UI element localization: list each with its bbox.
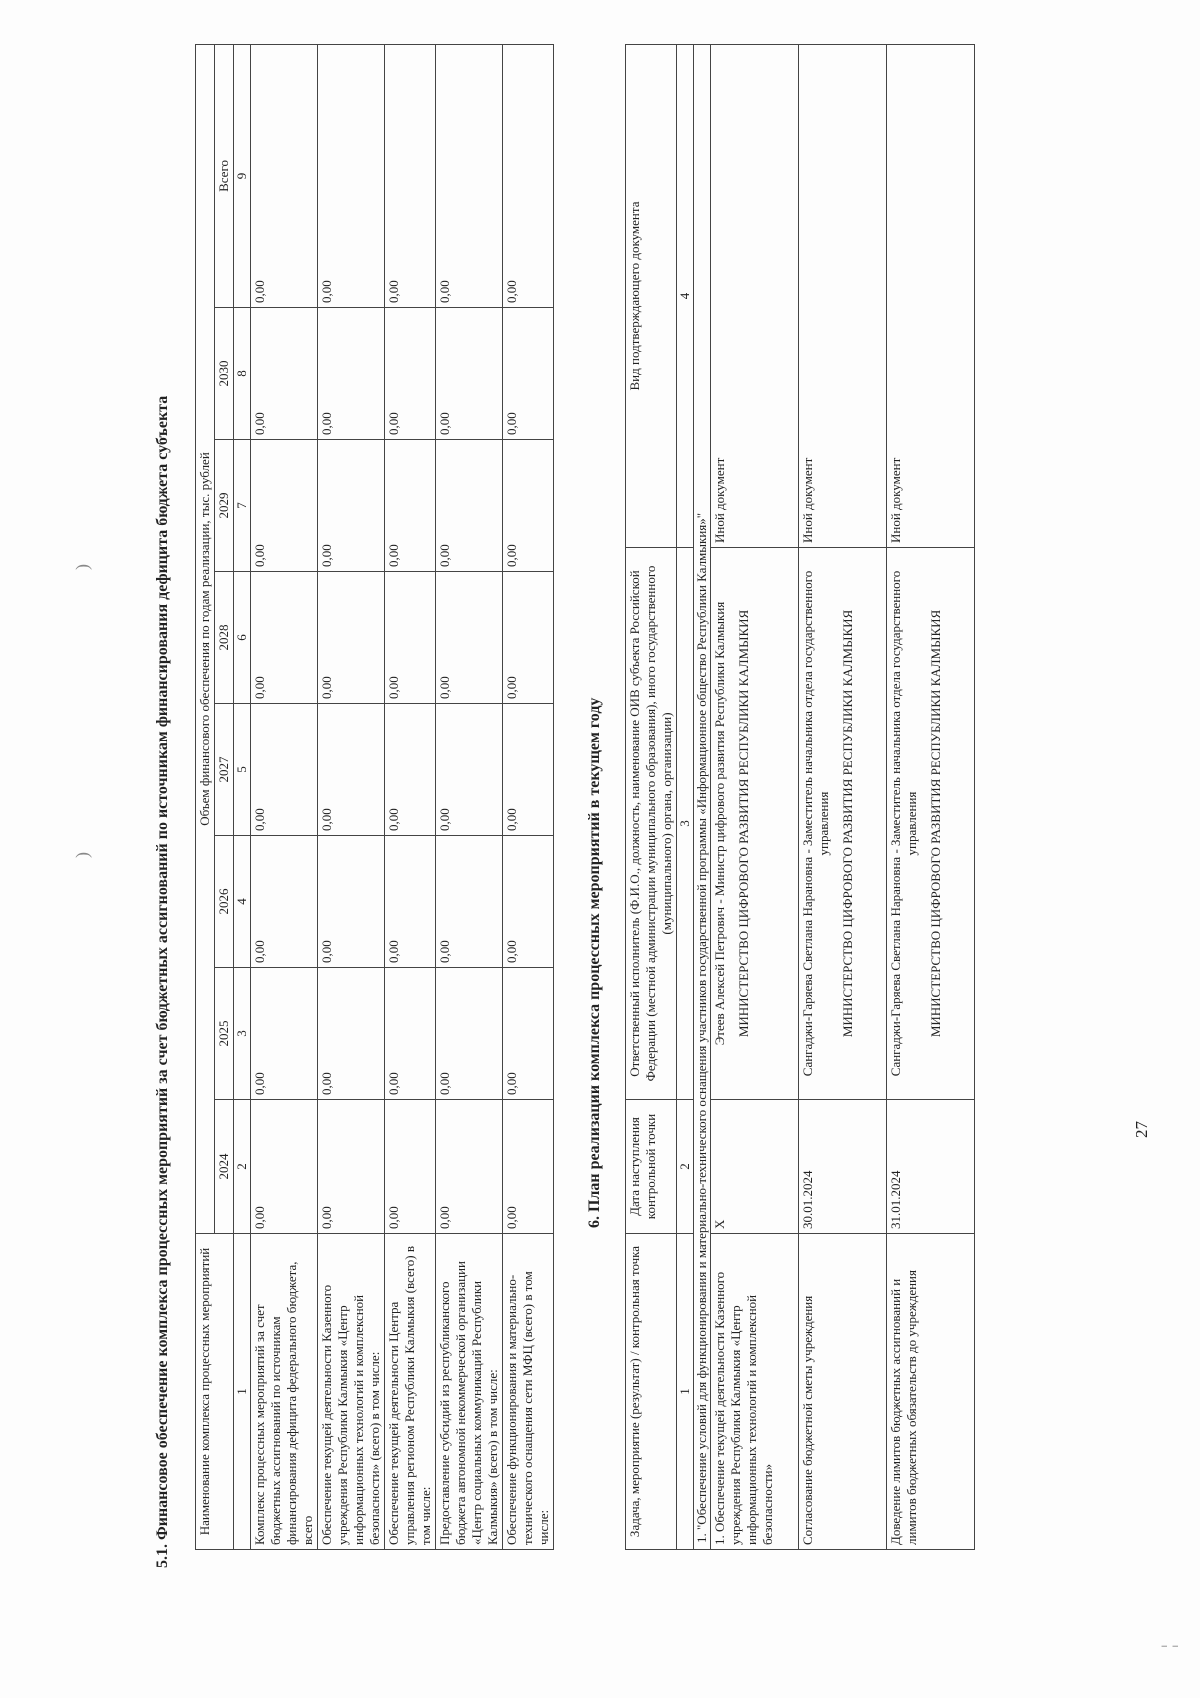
row-value: 0,00 — [385, 836, 436, 968]
header-task: Задача, мероприятие (результат) / контрольная точка — [626, 1234, 677, 1550]
year-header: 2027 — [215, 704, 234, 836]
row-value: 0,00 — [385, 704, 436, 836]
total-header: Всего — [215, 44, 234, 307]
row-value: 0,00 — [251, 968, 318, 1100]
col-number: 5 — [234, 704, 251, 836]
row-value: 0,00 — [436, 968, 503, 1100]
row-value: 0,00 — [503, 572, 554, 704]
col-number: 2 — [234, 1100, 251, 1234]
row-total: 0,00 — [436, 44, 503, 307]
col-number: 4 — [677, 45, 694, 548]
row-document: Иной документ — [799, 45, 887, 548]
row-value: 0,00 — [503, 836, 554, 968]
row-organization: МИНИСТЕРСТВО ЦИФРОВОГО РАЗВИТИЯ РЕСПУБЛИКИ КАЛМЫКИЯ — [736, 609, 751, 1038]
table-row — [799, 45, 887, 1550]
col-number: 1 — [677, 1234, 694, 1550]
row-total: 0,00 — [251, 44, 318, 307]
row-value: 0,00 — [385, 1100, 436, 1234]
year-header: 2030 — [215, 308, 234, 440]
row-value: 0,00 — [251, 836, 318, 968]
section-title-5-1: 5.1. Финансовое обеспечение комплекса процессных мероприятий за счет бюджетных ассигнований по источникам финансирования дефицита бюджета субъекта — [154, 395, 171, 1568]
row-organization: МИНИСТЕРСТВО ЦИФРОВОГО РАЗВИТИЯ РЕСПУБЛИКИ КАЛМЫКИЯ — [840, 609, 855, 1038]
row-value: 0,00 — [503, 1100, 554, 1234]
row-name: Доведение лимитов бюджетных ассигнований и лимитов бюджетных обязательств до учреждения — [887, 1234, 975, 1550]
table-row — [887, 45, 975, 1550]
scan-mark: ) — [72, 564, 92, 570]
row-total: 0,00 — [318, 44, 385, 307]
scan-mark: ¦ — [1158, 1644, 1178, 1648]
year-header: 2024 — [215, 1100, 234, 1234]
row-value: 0,00 — [385, 968, 436, 1100]
row-total: 0,00 — [503, 44, 554, 307]
row-value: 0,00 — [436, 440, 503, 572]
row-value: 0,00 — [251, 440, 318, 572]
col-number: 1 — [234, 1234, 251, 1550]
row-value: 0,00 — [385, 572, 436, 704]
row-value: 0,00 — [503, 968, 554, 1100]
row-name: Обеспечение текущей деятельности Казенного учреждения Республики Калмыкия «Центр информационных технологий и комплексной безопасности» (всего) в том числе: — [318, 1234, 385, 1550]
col-number: 8 — [234, 308, 251, 440]
table-row — [436, 44, 503, 1549]
table-row — [251, 44, 318, 1549]
row-name: Обеспечение функционирования и материально-технического оснащения сети МФЦ (всего) в том числе: — [503, 1234, 554, 1550]
row-date: 30.01.2024 — [799, 1100, 887, 1234]
row-value: 0,00 — [318, 440, 385, 572]
row-name: Обеспечение текущей деятельности Центра управления регионом Республики Калмыкия (всего) в том числе: — [385, 1234, 436, 1550]
header-volume: Объем финансового обеспечения по годам реализации, тыс. рублей — [196, 44, 215, 1233]
year-header: 2029 — [215, 440, 234, 572]
row-executor-cell — [887, 548, 975, 1100]
year-header: 2028 — [215, 572, 234, 704]
header-executor: Ответственный исполнитель (Ф.И.О., должность, наименование ОИВ субъекта Российской Федерации (местной администрации муниципального образования), иного государственного (муниципального) органа, организации) — [626, 548, 677, 1100]
table-row — [385, 44, 436, 1549]
plan-table — [625, 44, 975, 1550]
row-date: X — [711, 1100, 799, 1234]
row-value: 0,00 — [503, 704, 554, 836]
row-value: 0,00 — [318, 572, 385, 704]
row-executor: Этеев Алексей Петрович - Министр цифрового развития Республики Калмыкия — [712, 601, 727, 1046]
row-value: 0,00 — [318, 308, 385, 440]
header-document: Вид подтверждающего документа — [626, 45, 677, 548]
col-number: 6 — [234, 572, 251, 704]
row-value: 0,00 — [251, 1100, 318, 1234]
col-number: 4 — [234, 836, 251, 968]
row-name: Предоставление субсидий из республиканского бюджета автономной некоммерческой организации «Центр социальных коммуникаций Республики Калмыкия» (всего) в том числе: — [436, 1234, 503, 1550]
scan-mark: ) — [72, 852, 92, 858]
table-row — [318, 44, 385, 1549]
row-value: 0,00 — [503, 308, 554, 440]
page-number: 27 — [1132, 1121, 1151, 1138]
col-number: 9 — [234, 44, 251, 307]
row-document: Иной документ — [711, 45, 799, 548]
header-date: Дата наступления контрольной точки — [626, 1100, 677, 1234]
row-value: 0,00 — [251, 308, 318, 440]
year-header: 2025 — [215, 968, 234, 1100]
row-value: 0,00 — [436, 1100, 503, 1234]
col-number: 7 — [234, 440, 251, 572]
row-value: 0,00 — [251, 572, 318, 704]
col-number: 3 — [234, 968, 251, 1100]
row-organization: МИНИСТЕРСТВО ЦИФРОВОГО РАЗВИТИЯ РЕСПУБЛИКИ КАЛМЫКИЯ — [928, 609, 943, 1038]
row-date: 31.01.2024 — [887, 1100, 975, 1234]
row-document: Иной документ — [887, 45, 975, 548]
row-value: 0,00 — [436, 704, 503, 836]
row-executor: Сангаджи-Гаряева Светлана Нарановна - Заместитель начальника отдела государственного управления — [888, 570, 919, 1077]
financing-table — [195, 44, 554, 1550]
row-value: 0,00 — [436, 308, 503, 440]
table-row — [503, 44, 554, 1549]
row-value: 0,00 — [318, 836, 385, 968]
header-name: Наименование комплекса процессных мероприятий — [196, 1234, 234, 1550]
row-value: 0,00 — [318, 704, 385, 836]
row-executor-cell — [711, 548, 799, 1100]
row-value: 0,00 — [503, 440, 554, 572]
year-header: 2026 — [215, 836, 234, 968]
row-value: 0,00 — [385, 440, 436, 572]
row-value: 0,00 — [251, 704, 318, 836]
table-row — [711, 45, 799, 1550]
col-number: 3 — [677, 548, 694, 1100]
row-value: 0,00 — [385, 308, 436, 440]
row-value: 0,00 — [318, 1100, 385, 1234]
task-row: 1. "Обеспечение условий для функционирования и материально-технического оснащения участников государственной программы «Информационное общество Республики Калмыкия»" — [694, 45, 711, 1550]
row-executor-cell — [799, 548, 887, 1100]
section-title-6: 6. План реализации комплекса процессных мероприятий в текущем году — [586, 697, 603, 1228]
row-name: Комплекс процессных мероприятий за счет бюджетных ассигнований по источникам финансирования дефицита федерального бюджета, всего — [251, 1234, 318, 1550]
row-executor: Сангаджи-Гаряева Светлана Нарановна - Заместитель начальника отдела государственного управления — [800, 570, 831, 1077]
row-name: 1. Обеспечение текущей деятельности Казенного учреждения Республики Калмыкия «Центр информационных технологий и комплексной безопасности» — [711, 1234, 799, 1550]
col-number: 2 — [677, 1100, 694, 1234]
row-name: Согласование бюджетной сметы учреждения — [799, 1234, 887, 1550]
row-value: 0,00 — [436, 572, 503, 704]
row-value: 0,00 — [318, 968, 385, 1100]
row-total: 0,00 — [385, 44, 436, 307]
row-value: 0,00 — [436, 836, 503, 968]
